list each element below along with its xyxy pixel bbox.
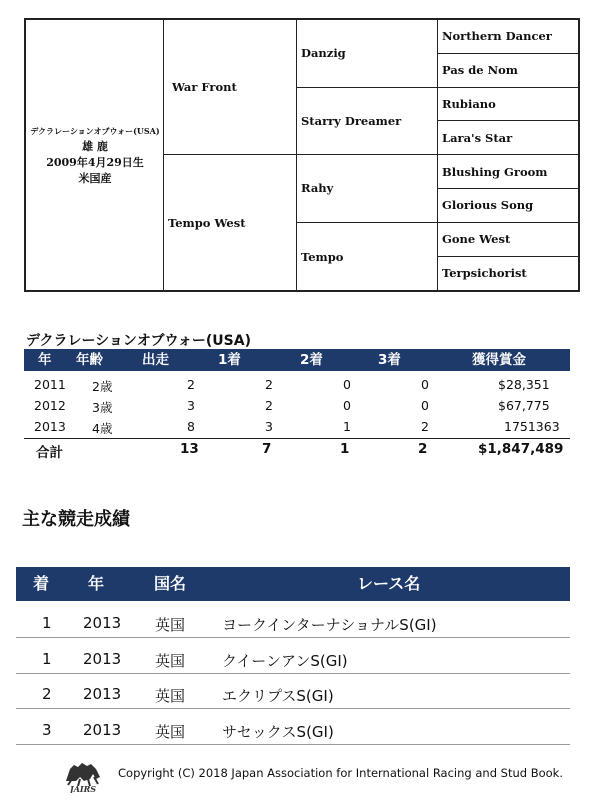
stats-total-cell: 13 — [180, 441, 199, 457]
logo-text: JAIRS — [69, 784, 97, 793]
pedigree-divider — [163, 154, 578, 155]
horse-logo-icon — [60, 757, 106, 793]
results-cell: 英国 — [155, 616, 186, 634]
stats-header-cell: 出走 — [142, 352, 169, 368]
stats-cell: 2歳 — [92, 379, 113, 394]
stats-cell: 3 — [265, 419, 273, 434]
stats-header-cell: 2着 — [300, 352, 323, 368]
pedigree-divider — [296, 20, 297, 290]
ancestor-name: Pas de Nom — [442, 63, 518, 77]
stats-cell: $28,351 — [498, 377, 550, 392]
ancestor-name: Glorious Song — [442, 198, 534, 212]
stats-cell: 2 — [421, 419, 429, 434]
stats-cell: 2 — [265, 398, 273, 413]
ancestor-name: Terpsichorist — [442, 266, 527, 280]
stats-header — [24, 349, 570, 371]
pedigree-divider — [296, 87, 578, 88]
results-cell: 1 — [42, 650, 52, 668]
sire-dam-name: Starry Dreamer — [301, 114, 402, 128]
stats-total-cell: 7 — [262, 441, 272, 457]
stats-header-cell: 獲得賞金 — [472, 352, 526, 368]
ancestor-name: Lara's Star — [442, 131, 513, 145]
stats-cell: 2013 — [34, 419, 66, 434]
dam-sire-name: Rahy — [301, 181, 334, 195]
ancestor-name: Gone West — [442, 232, 511, 246]
stats-cell: 2 — [187, 377, 195, 392]
stats-cell: 2012 — [34, 398, 66, 413]
results-row-divider — [16, 637, 570, 638]
results-header — [16, 567, 570, 601]
results-cell: 2013 — [83, 685, 122, 703]
pedigree-divider — [437, 256, 578, 257]
stats-cell: 3 — [187, 398, 195, 413]
stats-cell: 1751363 — [504, 419, 560, 434]
stats-cell: 8 — [187, 419, 195, 434]
horse-sex: 雄 鹿 — [82, 140, 108, 153]
horse-birthdate: 2009年4月29日生 — [46, 156, 144, 169]
pedigree-table — [24, 18, 580, 292]
results-cell: 2013 — [83, 614, 122, 632]
stats-total-cell: 1 — [340, 441, 350, 457]
stats-total-cell: 2 — [418, 441, 428, 457]
stats-total-divider — [24, 438, 570, 439]
stats-cell: 3歳 — [92, 400, 113, 415]
results-cell: 2013 — [83, 721, 122, 739]
stats-cell: 4歳 — [92, 421, 113, 436]
stats-cell: 2011 — [34, 377, 66, 392]
ancestor-name: Blushing Groom — [442, 165, 548, 179]
dam-name: Tempo West — [168, 216, 246, 230]
results-cell: ヨークインターナショナルS(GⅠ) — [222, 616, 437, 634]
results-title: 主な競走成績 — [22, 509, 130, 530]
pedigree-divider — [296, 222, 578, 223]
results-cell: エクリプスS(GⅠ) — [222, 687, 334, 705]
jairs-logo — [60, 757, 106, 793]
stats-cell: 0 — [343, 398, 351, 413]
horse-info — [26, 20, 164, 290]
ancestor-name: Rubiano — [442, 97, 496, 111]
stats-total-label: 合計 — [36, 445, 63, 461]
results-header-cell: 国名 — [154, 574, 187, 593]
pedigree-divider — [437, 188, 578, 189]
stats-title: デクラレーションオブウォー(USA) — [26, 333, 251, 349]
results-header-cell: 年 — [88, 574, 105, 593]
results-cell: クイーンアンS(GⅠ) — [222, 652, 348, 670]
stats-cell: 1 — [343, 419, 351, 434]
stats-header-cell: 年 — [38, 352, 52, 368]
sire-sire-name: Danzig — [301, 46, 346, 60]
ancestor-name: Northern Dancer — [442, 29, 552, 43]
results-cell: 英国 — [155, 687, 186, 705]
horse-name: デクラレーションオブウォー(USA) — [30, 126, 160, 136]
pedigree-divider — [437, 20, 438, 290]
results-cell: 2013 — [83, 650, 122, 668]
results-cell: 英国 — [155, 723, 186, 741]
horse-country: 米国産 — [78, 172, 112, 185]
results-row-divider — [16, 708, 570, 709]
results-cell: サセックスS(GⅠ) — [222, 723, 334, 741]
stats-cell: 0 — [421, 398, 429, 413]
results-cell: 英国 — [155, 652, 186, 670]
results-cell: 3 — [42, 721, 52, 739]
pedigree-divider — [437, 120, 578, 121]
results-cell: 2 — [42, 685, 52, 703]
stats-cell: 0 — [421, 377, 429, 392]
stats-cell: 2 — [265, 377, 273, 392]
stats-header-cell: 年齢 — [76, 352, 103, 368]
results-cell: 1 — [42, 614, 52, 632]
copyright-text: Copyright (C) 2018 Japan Association for International Racing and Stud Book. — [118, 766, 563, 780]
pedigree-divider — [437, 53, 578, 54]
results-header-cell: レース名 — [357, 574, 421, 593]
stats-cell: 0 — [343, 377, 351, 392]
stats-total-cell: $1,847,489 — [478, 441, 564, 457]
results-row-divider — [16, 744, 570, 745]
dam-dam-name: Tempo — [301, 250, 344, 264]
stats-header-cell: 3着 — [378, 352, 401, 368]
results-row-divider — [16, 673, 570, 674]
stats-cell: $67,775 — [498, 398, 550, 413]
sire-name: War Front — [172, 80, 237, 94]
stats-header-cell: 1着 — [218, 352, 241, 368]
results-header-cell: 着 — [33, 574, 50, 593]
